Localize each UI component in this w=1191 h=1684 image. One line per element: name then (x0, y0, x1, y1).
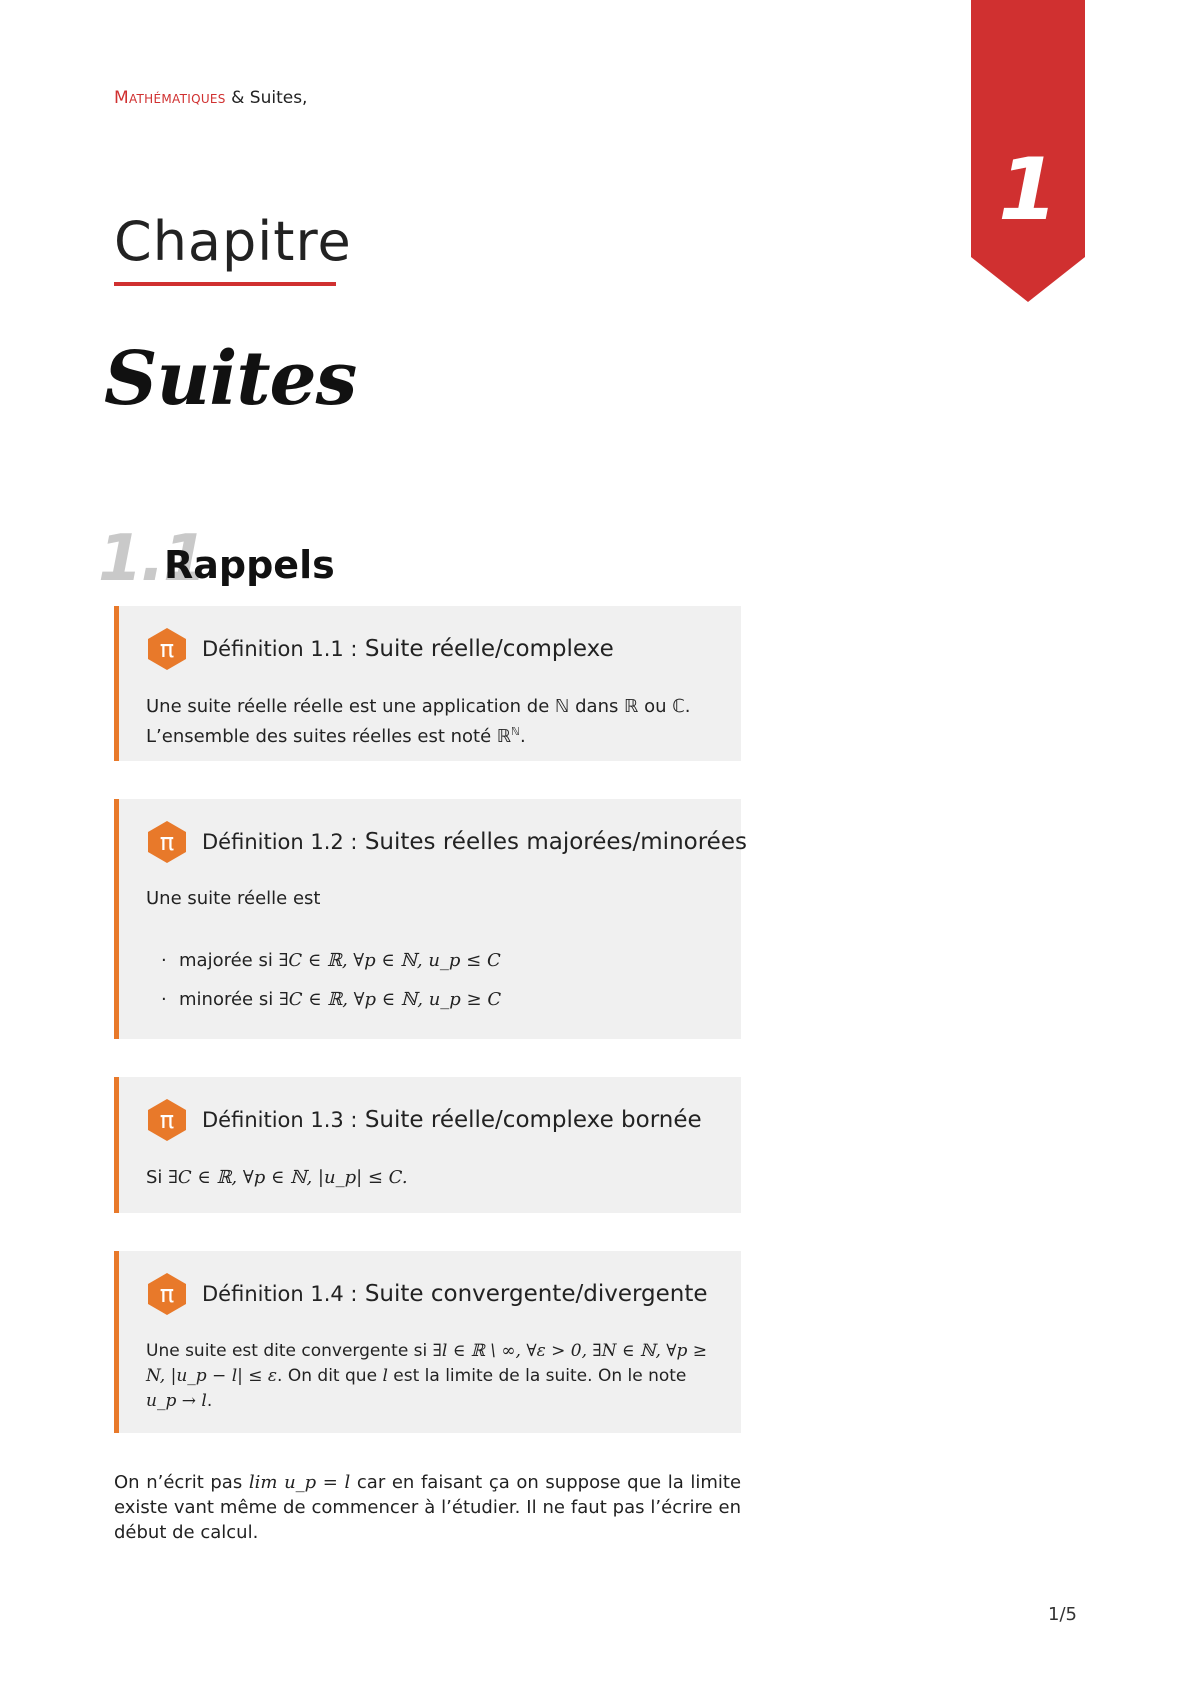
svg-text:π: π (159, 1106, 175, 1134)
definition-body-text: . (206, 1391, 213, 1411)
section-number: 1.1 (98, 522, 206, 596)
header-topic: & Suites, (225, 88, 308, 108)
definition-body-line: Une suite réelle réelle est une application de ℕ dans ℝ ou ℂ. (146, 696, 691, 717)
remark-math: lim u_p = l (248, 1472, 351, 1493)
definition-body-math: ∃l ∈ ℝ \ ∞, ∀ε > 0, ∃N ∈ ℕ, ∀p ≥ (432, 1341, 708, 1361)
list-item-text: majorée si (179, 950, 279, 971)
superscript: ℕ (511, 725, 520, 738)
remark-paragraph (114, 1470, 741, 1545)
remark-text: On n’écrit pas (114, 1472, 249, 1493)
definition-name: Suite convergente/divergente (357, 1281, 708, 1307)
definition-label: Définition 1.1 : (202, 637, 358, 661)
svg-text:π: π (159, 828, 175, 856)
definition-body (146, 694, 723, 749)
list-item (161, 989, 502, 1010)
svg-text:π: π (159, 635, 175, 663)
definition-box-1-4 (114, 1251, 741, 1433)
definition-intro: Une suite réelle est (146, 888, 321, 909)
chapter-underline (114, 282, 336, 286)
definition-body (146, 1339, 723, 1414)
list-item-math: ∃C ∈ ℝ, ∀p ∈ ℕ, u_p ≥ C (278, 989, 502, 1010)
definition-body-line (146, 719, 723, 749)
definition-body-math: ∃C ∈ ℝ, ∀p ∈ ℕ, |u_p| ≤ C. (168, 1167, 408, 1188)
definition-body-text: L’ensemble des suites réelles est noté ℝ (146, 726, 512, 747)
remark-text: car en faisant ça on suppose que la limite existe vant même de commencer à l’étudier. Il ne faut pas l’écrire en début de calcul. (114, 1472, 742, 1543)
definition-name: Suite réelle/complexe bornée (357, 1107, 702, 1133)
definition-body-line (146, 1389, 723, 1414)
definition-box-1-1 (114, 606, 741, 761)
pi-icon (146, 1272, 188, 1316)
page-number: 1/5 (1048, 1604, 1077, 1625)
definition-body-line (146, 1339, 723, 1364)
definition-body-line (146, 1364, 723, 1389)
definition-name: Suites réelles majorées/minorées (357, 829, 747, 855)
chapter-number: 1 (998, 140, 1058, 240)
list-item (161, 950, 501, 971)
list-item-text: minorée si (179, 989, 279, 1010)
chapter-label: Chapitre (114, 210, 352, 273)
definition-box-1-2 (114, 799, 747, 1039)
definition-body-text: Si (146, 1167, 169, 1188)
definition-header (146, 1100, 702, 1140)
list-item-math: ∃C ∈ ℝ, ∀p ∈ ℕ, u_p ≤ C (278, 950, 501, 971)
pi-icon (146, 1098, 188, 1142)
definition-box-1-3 (114, 1077, 741, 1213)
definition-body-text: Une suite est dite convergente si (146, 1341, 433, 1361)
header-subject: Mathématiques (114, 88, 226, 108)
definition-body-math: N, |u_p − l| ≤ ε (146, 1366, 278, 1386)
definition-header (146, 1274, 708, 1314)
running-header (114, 88, 307, 108)
bullet-dot: · (161, 989, 167, 1010)
bullet-dot: · (161, 950, 167, 971)
chapter-title: Suites (104, 336, 357, 422)
section-title: Rappels (164, 543, 335, 587)
svg-text:π: π (159, 1280, 175, 1308)
pi-icon (146, 627, 188, 671)
definition-body-math: l (382, 1366, 388, 1386)
definition-body-text: . (519, 726, 526, 747)
definition-label: Définition 1.3 : (202, 1108, 358, 1132)
definition-body-math: u_p → l (146, 1391, 207, 1411)
pi-icon (146, 820, 188, 864)
definition-body-text: . On dit que (277, 1366, 383, 1386)
definition-header (146, 629, 614, 669)
definition-body-text: est la limite de la suite. On le note (387, 1366, 687, 1386)
definition-name: Suite réelle/complexe (357, 636, 614, 662)
definition-label: Définition 1.4 : (202, 1282, 358, 1306)
definition-body (146, 1165, 723, 1190)
definition-header (146, 822, 747, 862)
definition-label: Définition 1.2 : (202, 830, 358, 854)
